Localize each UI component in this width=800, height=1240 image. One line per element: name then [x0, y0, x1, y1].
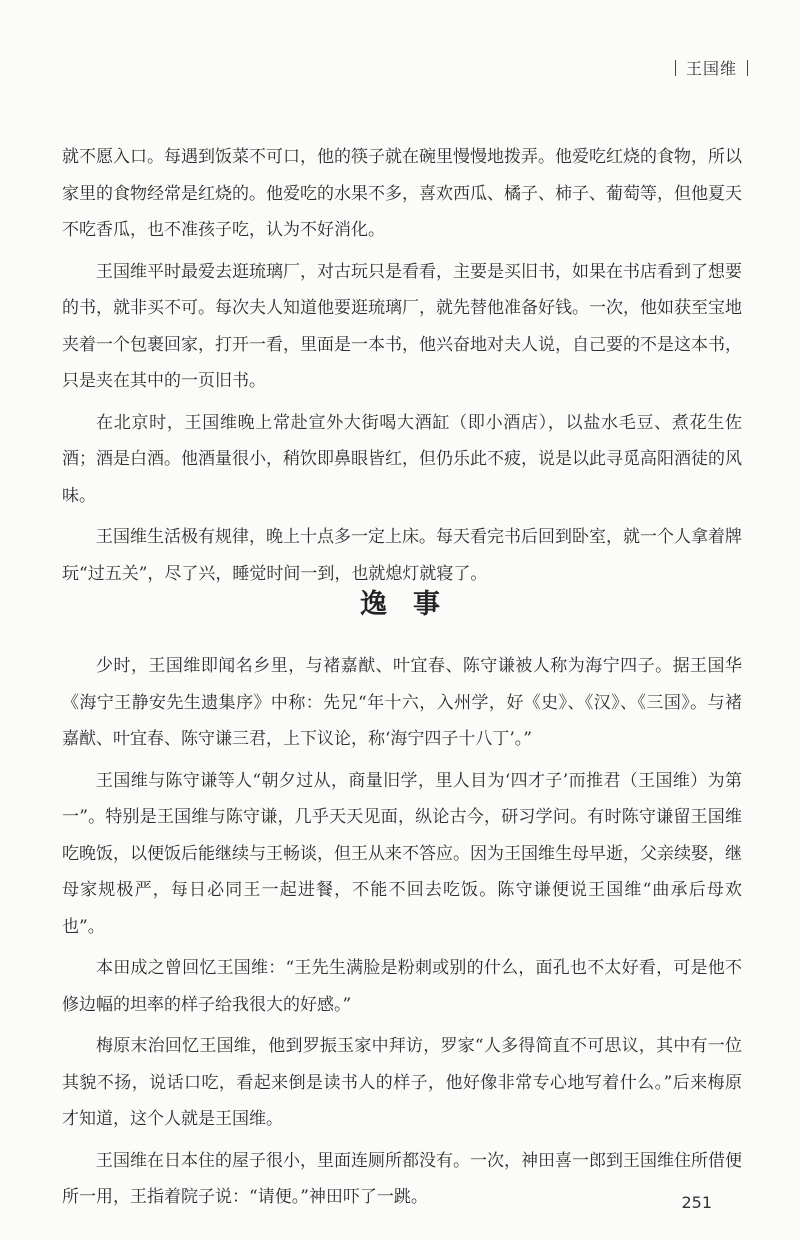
running-head-left-bar [675, 60, 676, 76]
paragraph-honda: 本田成之曾回忆王国维：“王先生满脸是粉刺或别的什么，面孔也不太好看，可是他不修边幅的坦率的样子给我很大的好感。” [62, 958, 742, 1015]
paragraph-daily-routine: 王国维生活极有规律，晚上十点多一定上床。每天看完书后回到卧室，就一个人拿着牌玩“过五关”，尽了兴，睡觉时间一到，也就熄灯就寝了。 [62, 527, 742, 584]
running-head-right-bar [747, 60, 748, 76]
page-number: 251 [681, 1193, 712, 1212]
paragraph-japan-house: 王国维在日本住的屋子很小，里面连厕所都没有。一次，神田喜一郎到王国维住所借便所一用，王指着院子说：“请便。”神田吓了一跳。 [62, 1150, 742, 1207]
running-head [665, 56, 758, 79]
paragraph-beijing-wine: 在北京时，王国维晚上常赴宣外大街喝大酒缸（即小酒店），以盐水毛豆、煮花生佐酒；酒是白酒。他酒量很小，稍饮即鼻眼皆红，但仍乐此不疲，说是以此寻觅高阳酒徒的风味。 [62, 412, 742, 506]
paragraph-umehara: 梅原末治回忆王国维，他到罗振玉家中拜访，罗家“人多得简直不可思议，其中有一位其貌不扬，说话口吃，看起来倒是读书人的样子，他好像非常专心地写着什么。”后来梅原才知道，这个人就是王国维。 [62, 1036, 742, 1129]
section-title: 逸事 [360, 589, 466, 620]
paragraph-continued: 就不愿入口。每遇到饭菜不可口，他的筷子就在碗里慢慢地拨弄。他爱吃红烧的食物，所以家里的食物经常是红烧的。他爱吃的水果不多，喜欢西瓜、橘子、柿子、葡萄等，但他夏天不吃香瓜，也不准孩子吃，认为不好消化。 [62, 147, 742, 240]
paragraph-liulichang: 王国维平时最爱去逛琉璃厂，对古玩只是看看，主要是买旧书，如果在书店看到了想要的书，就非买不可。每次夫人知道他要逛琉璃厂，就先替他准备好钱。一次，他如获至宝地夹着一个包裹回家，打开一看，里面是一本书，他兴奋地对夫人说，自己要的不是这本书，只是夹在其中的一页旧书。 [62, 261, 742, 391]
bottom-text-block [62, 648, 742, 1216]
paragraph-haining-four: 少时，王国维即闻名乡里，与褚嘉猷、叶宜春、陈守谦被人称为海宁四子。据王国华《海宁王静安先生遗集序》中称：先兄“年十六，入州学，好《史》、《汉》、《三国》。与褚嘉猷、叶宜春、陈守谦三君，上下议论，称‘海宁四子十八丁’。” [62, 656, 742, 749]
running-head-title: 王国维 [685, 59, 737, 78]
top-text-block [62, 139, 742, 592]
paragraph-chen-shouqian: 王国维与陈守谦等人“朝夕过从，商量旧学，里人目为‘四才子’而推君（王国维）为第一”。特别是王国维与陈守谦，几乎天天见面，纵论古今，研习学问。有时陈守谦留王国维吃晚饭，以便饭后能继续与王畅谈，但王从来不答应。因为王国维生母早逝，父亲续娶，继母家规极严，每日必同王一起进餐，不能不回去吃饭。陈守谦便说王国维“曲承后母欢也”。 [62, 770, 742, 937]
